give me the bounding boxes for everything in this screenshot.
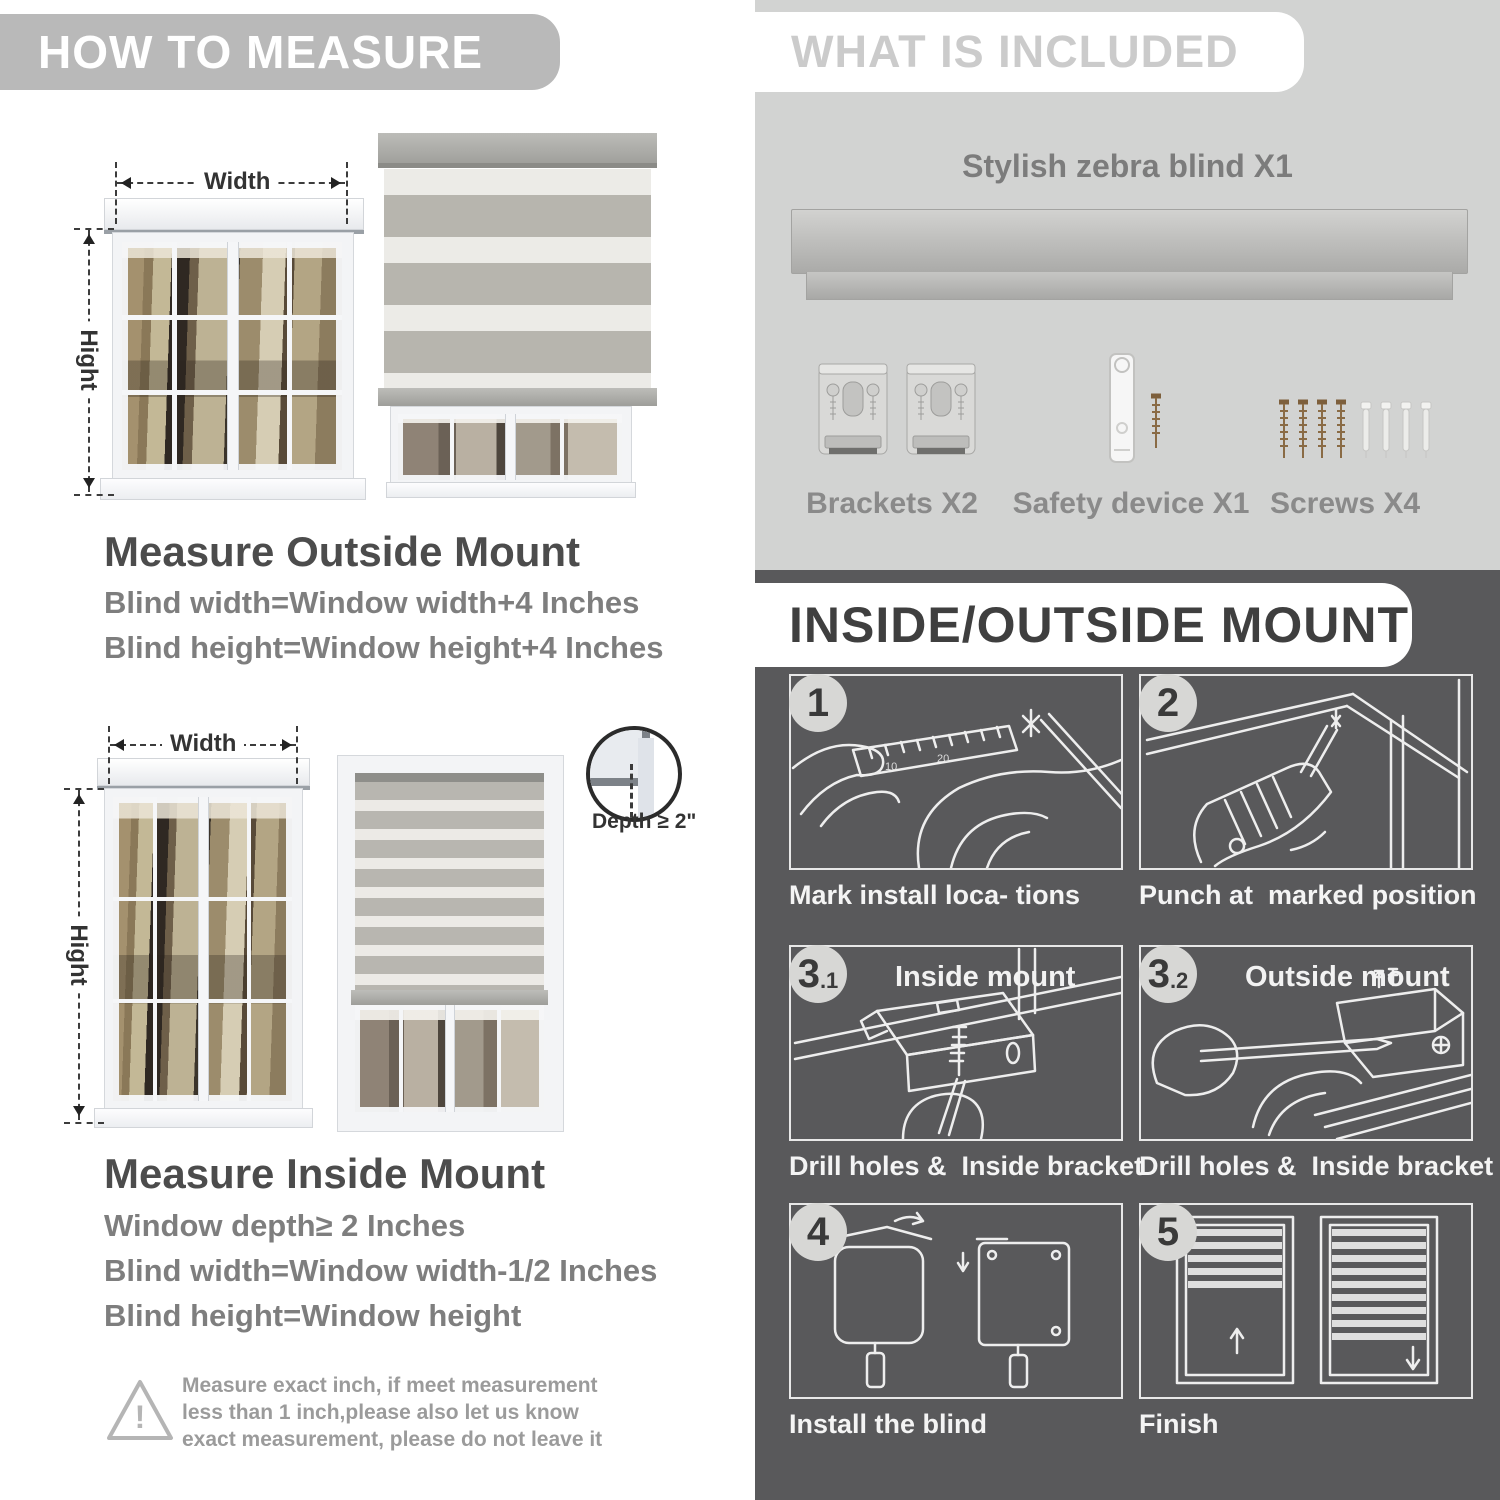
step-3-2-panel xyxy=(1139,945,1473,1141)
window-mullion xyxy=(198,797,209,1101)
width-tick-right xyxy=(296,726,298,784)
window-sill xyxy=(386,482,636,498)
screws-icon xyxy=(1277,398,1348,460)
magnifier-jamb xyxy=(638,738,654,818)
window-lintel xyxy=(97,758,310,786)
inside-outside-mount-header xyxy=(755,583,1412,667)
how-to-measure-header xyxy=(0,14,560,90)
ruler-mark: 10 xyxy=(885,761,898,773)
outside-formula-height: Blind height=Window height+4 Inches xyxy=(104,630,664,665)
step-2-panel xyxy=(1139,674,1473,870)
depth-magnifier-icon xyxy=(586,726,682,822)
hight-tick-bottom xyxy=(74,494,114,496)
width-tick-left xyxy=(115,162,117,224)
outside-formula-width: Blind width=Window width+4 Inches xyxy=(104,585,640,620)
window-muntin xyxy=(122,315,342,320)
hight-label: Hight xyxy=(74,321,102,398)
width-label: Width xyxy=(196,168,278,196)
window-lintel xyxy=(104,198,364,230)
wall-anchors-icon xyxy=(1359,400,1433,460)
window-muntin xyxy=(122,390,342,395)
step-5-badge: 5 xyxy=(1139,1203,1197,1261)
step-2-badge: 2 xyxy=(1139,674,1197,732)
step-4-panel xyxy=(789,1203,1123,1399)
inside-formula-height: Blind height=Window height xyxy=(104,1298,522,1333)
step-3-2-caption: Drill holes & Inside bracket xyxy=(1139,1151,1494,1181)
blind-bottomrail xyxy=(378,388,657,406)
step-3-1-badge: 3 .1 xyxy=(789,945,847,1003)
window-muntin xyxy=(450,414,454,480)
blind-rail-lower xyxy=(806,272,1453,300)
window-sill xyxy=(94,1108,313,1128)
window-muntin xyxy=(399,1005,403,1112)
step-3-1-title: Inside mount xyxy=(895,961,1076,993)
how-to-measure-title: HOW TO MEASURE xyxy=(38,26,484,78)
outside-mount-heading: Measure Outside Mount xyxy=(104,528,581,575)
window-muntin xyxy=(113,999,292,1003)
inside-formula-depth: Window depth≥ 2 Inches xyxy=(104,1208,466,1243)
warning-mark: ! xyxy=(134,1399,146,1435)
blind-fabric xyxy=(355,782,544,990)
window-mullion xyxy=(505,414,516,480)
width-tick-left xyxy=(108,726,110,784)
what-is-included-title: WHAT IS INCLUDED xyxy=(791,26,1239,77)
safety-device-label: Safety device X1 xyxy=(1012,487,1250,520)
warning-text: Measure exact inch, if meet measurement less than 1 inch,please also let us know exact measurement, please do not leave it xyxy=(182,1374,603,1451)
screw-icon xyxy=(1149,392,1163,450)
step-4-badge: 4 xyxy=(789,1203,847,1261)
step-5-panel xyxy=(1139,1203,1473,1399)
window-muntin xyxy=(153,797,157,1101)
window-muntin xyxy=(247,797,251,1101)
inside-formula-width: Blind width=Window width-1/2 Inches xyxy=(104,1253,658,1288)
ruler-mark: 20 xyxy=(937,753,950,765)
inside-outside-mount-title: INSIDE/OUTSIDE MOUNT xyxy=(789,597,1410,653)
inside-mount-heading: Measure Inside Mount xyxy=(104,1150,546,1197)
step-3-1-caption: Drill holes & Inside bracket xyxy=(789,1151,1144,1181)
blind-headrail xyxy=(378,133,657,163)
window-muntin xyxy=(113,897,292,901)
product-label: Stylish zebra blind X1 xyxy=(962,148,1293,184)
step-1-badge: 1 xyxy=(789,674,847,732)
what-is-included-header xyxy=(755,12,1304,92)
blind-rail-image xyxy=(791,209,1468,274)
blind-fabric xyxy=(384,169,651,388)
width-label: Width xyxy=(162,730,244,758)
blind-bottomrail xyxy=(351,990,548,1005)
window-sill xyxy=(100,478,366,500)
safety-device-icon xyxy=(1103,352,1141,468)
window-muntin xyxy=(287,242,292,470)
hight-label: Hight xyxy=(64,916,92,993)
step-3-2-title: Outside mount xyxy=(1245,961,1450,993)
width-tick-right xyxy=(346,162,348,224)
step-3-1-panel xyxy=(789,945,1123,1141)
step-1-caption: Mark install loca- tions xyxy=(789,880,1081,910)
step-2-caption: Punch at marked position xyxy=(1139,880,1477,910)
step-3-2-badge: 3 .2 xyxy=(1139,945,1197,1003)
brackets-label: Brackets X2 xyxy=(806,487,978,520)
bracket-icon xyxy=(905,362,977,460)
step-5-caption: Finish xyxy=(1139,1409,1219,1439)
window-muntin xyxy=(172,242,177,470)
step-4-caption: Install the blind xyxy=(789,1409,988,1439)
blind-top-bar xyxy=(355,773,544,782)
screws-label: Screws X4 xyxy=(1269,487,1421,520)
step-1-panel xyxy=(789,674,1123,870)
window-mullion xyxy=(227,242,239,470)
bracket-icon xyxy=(817,362,889,460)
window-muntin xyxy=(497,1005,501,1112)
hight-tick-bottom xyxy=(64,1122,104,1124)
window-mullion xyxy=(445,1005,455,1112)
window-muntin xyxy=(560,414,564,480)
right-column xyxy=(755,0,1500,1500)
warning-triangle-icon xyxy=(104,1376,176,1446)
depth-note: Depth ≥ 2" xyxy=(592,810,697,833)
